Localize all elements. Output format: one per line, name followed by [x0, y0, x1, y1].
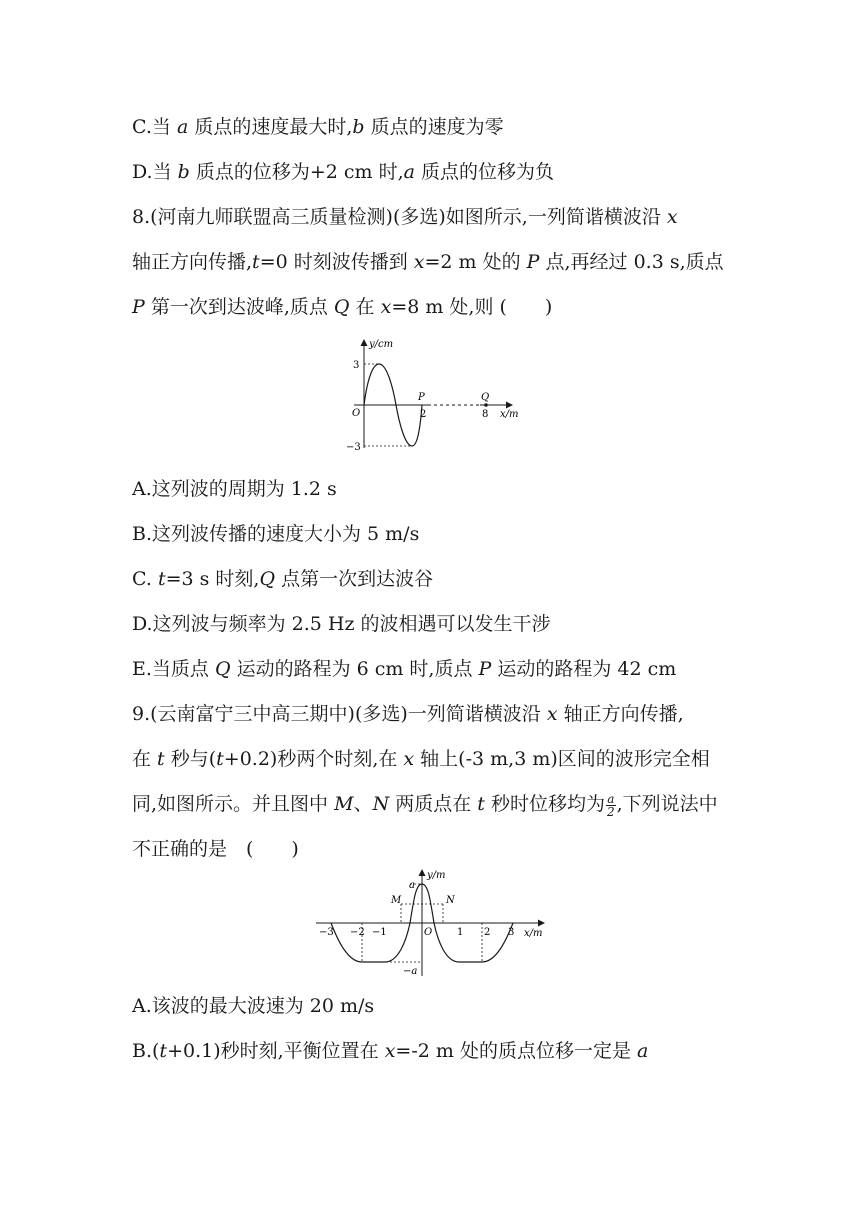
q9-stem-line2: 在 t 秒与(t+0.2)秒两个时刻,在 x 轴上(-3 m,3 m)区间的波形完全相 — [132, 748, 710, 770]
q8-stem-line2: 轴正方向传播,t=0 时刻波传播到 x=2 m 处的 P 点,再经过 0.3 s,质点 — [132, 251, 724, 273]
q9-tick-neg1: −1 — [372, 927, 387, 938]
q8-option-d: D.这列波与频率为 2.5 Hz 的波相遇可以发生干涉 — [132, 613, 551, 635]
q9-fraction-a-over-2: $\frac{a}{2}$ — [606, 791, 615, 819]
q9-x-label: x/m — [524, 928, 543, 939]
q8-p-label: P — [418, 392, 425, 403]
q9-wave-figure — [312, 866, 552, 980]
q7-option-c: C.当 a 质点的速度最大时,b 质点的速度为零 — [132, 116, 504, 138]
q8-q-label: Q — [481, 392, 490, 403]
q8-x-tick-8: 8 — [482, 409, 489, 420]
q8-x-label: x/m — [500, 409, 519, 420]
q8-origin-label: O — [352, 408, 361, 419]
q8-option-b: B.这列波传播的速度大小为 5 m/s — [132, 523, 420, 545]
q9-option-b: B.(t+0.1)秒时刻,平衡位置在 x=-2 m 处的质点位移一定是 a — [132, 1040, 649, 1062]
q8-stem-line3: P 第一次到达波峰,质点 Q 在 x=8 m 处,则 ( ) — [132, 296, 553, 318]
q9-a-top-label: a — [409, 880, 415, 891]
q9-tick-3: 3 — [508, 927, 515, 938]
q9-origin-label: O — [424, 927, 433, 938]
q8-y-label: y/cm — [369, 339, 394, 350]
q8-q-point — [484, 403, 488, 407]
q8-y-bot-label: −3 — [346, 442, 361, 453]
q9-tick-neg2: −2 — [350, 927, 365, 938]
q9-option-a: A.该波的最大波速为 20 m/s — [132, 995, 375, 1017]
q9-tick-neg3: −3 — [319, 927, 334, 938]
q8-x-tick-2: 2 — [420, 409, 427, 420]
q8-y-top-label: 3 — [353, 360, 360, 371]
q8-stem-line1: 8.(河南九师联盟高三质量检测)(多选)如图所示,一列简谐横波沿 x — [132, 206, 678, 228]
q9-y-label: y/m — [427, 870, 446, 881]
q9-n-label: N — [446, 895, 455, 906]
q7-option-d: D.当 b 质点的位移为+2 cm 时,a 质点的位移为负 — [132, 161, 555, 183]
q8-option-c: C. t=3 s 时刻,Q 点第一次到达波谷 — [132, 568, 434, 590]
q9-m-label: M — [391, 895, 402, 906]
q8-wave-figure — [340, 336, 530, 456]
q9-stem-line1: 9.(云南富宁三中高三期中)(多选)一列简谐横波沿 x 轴正方向传播, — [132, 703, 684, 725]
q8-option-a: A.这列波的周期为 1.2 s — [132, 478, 337, 500]
q9-stem-line4: 不正确的是 ( ) — [132, 838, 299, 860]
q9-tick-1: 1 — [457, 927, 464, 938]
q9-a-bot-label: −a — [403, 966, 418, 977]
q9-tick-2: 2 — [484, 927, 491, 938]
q9-stem-line3: 同,如图所示。并且图中 M、N 两质点在 t 秒时位移均为 $\frac{a}{2}$ ,下列说法中 — [132, 791, 718, 819]
q8-option-e: E.当质点 Q 运动的路程为 6 cm 时,质点 P 运动的路程为 42 cm — [132, 658, 677, 680]
